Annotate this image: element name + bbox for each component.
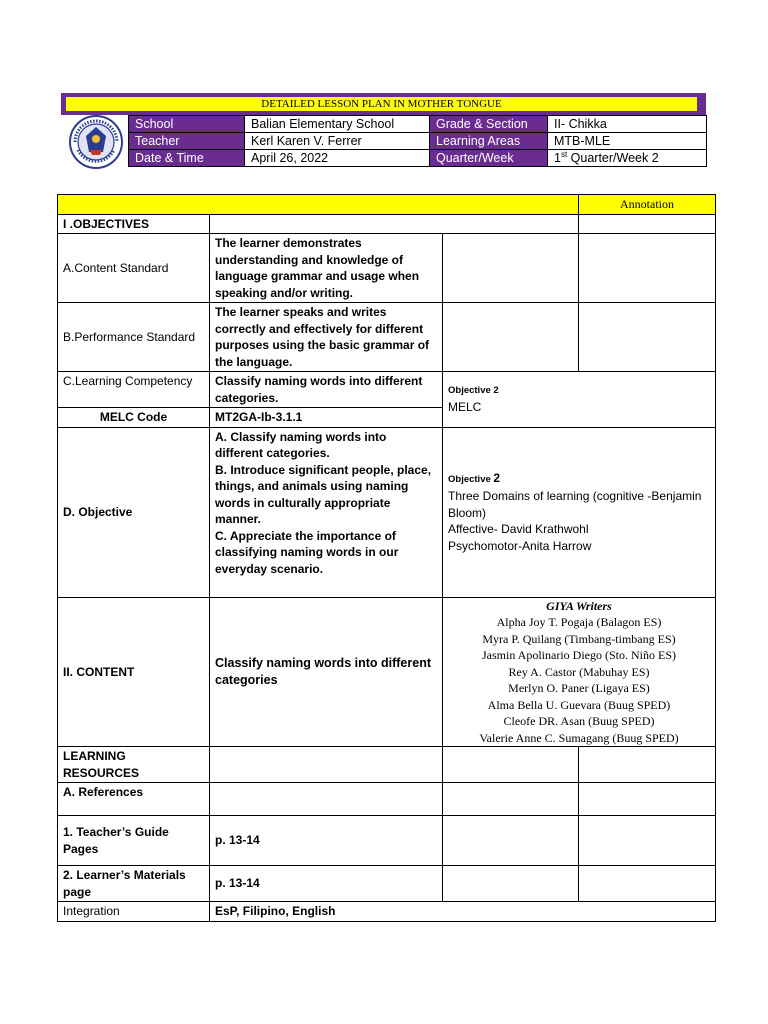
references-label: A. References (58, 783, 210, 816)
integration-label: Integration (58, 902, 210, 922)
grade-section-label: Grade & Section (430, 116, 548, 133)
d-annotation-objective (448, 470, 710, 489)
learners-materials-row (58, 866, 716, 902)
performance-standard-text: The learner speaks and writes correctly and effectively for different purposes using the basic grammar of the language. (210, 303, 443, 372)
learning-resources-row (58, 747, 716, 783)
school-label: School (129, 116, 245, 133)
deped-seal-icon (66, 114, 126, 170)
content-text: Classify naming words into different categories (210, 597, 443, 747)
melc-note: MELC (448, 400, 482, 415)
references-row (58, 783, 716, 816)
references-annotation (579, 783, 716, 816)
teachers-guide-empty (443, 816, 579, 866)
melc-code-label: MELC Code (58, 408, 210, 428)
quarter-week-label: Quarter/Week (430, 150, 548, 167)
content-standard-label: A.Content Standard (58, 234, 210, 303)
melc-annotation (443, 372, 716, 428)
content-label: II. CONTENT (58, 597, 210, 747)
info-row (129, 116, 707, 133)
content-standard-row (58, 234, 716, 303)
performance-standard-row (58, 303, 716, 372)
teachers-guide-annotation (579, 816, 716, 866)
d-annotation-objective-prefix: Objective (448, 473, 494, 485)
teacher-value: Kerl Karen V. Ferrer (245, 133, 430, 150)
performance-standard-label: B.Performance Standard (58, 303, 210, 372)
d-annotation-line: Three Domains of learning (cognitive -Benjamin Bloom) (448, 489, 702, 520)
references-empty (443, 783, 579, 816)
info-row (129, 133, 707, 150)
learning-areas-value: MTB-MLE (548, 133, 707, 150)
d-objective-annotation (443, 427, 716, 597)
teachers-guide-row (58, 816, 716, 866)
learning-areas-label: Learning Areas (430, 133, 548, 150)
objectives-annotation-cell (579, 214, 716, 234)
learners-materials-annotation (579, 866, 716, 902)
writer-name: Jasmin Apolinario Diego (Sto. Niño ES) (482, 648, 676, 662)
annotation-header: Annotation (579, 195, 716, 215)
lesson-plan-table (57, 194, 716, 922)
d-objective-list (210, 427, 443, 597)
d-objective-label: D. Objective (58, 427, 210, 597)
objective-item: A. Classify naming words into different categories. (215, 429, 387, 460)
learning-competency-label: C.Learning Competency (58, 372, 210, 408)
objective-item: B. Introduce significant people, place, things, and animals using naming words in culturally appropriate manner. (215, 462, 432, 526)
d-annotation-line: Affective- David Krathwohl (448, 522, 589, 537)
learners-materials-empty (443, 866, 579, 902)
quarter-ordinal: st (560, 149, 568, 159)
learning-competency-text: Classify naming words into different categories. (210, 372, 443, 408)
header-spacer-cell (58, 195, 579, 215)
objective-item: C. Appreciate the importance of classifying naming words in our everyday scenario. (215, 528, 399, 576)
lesson-plan-title-bar (61, 93, 706, 115)
writers-title: GIYA Writers (546, 598, 612, 613)
quarter-number: 1 (554, 151, 561, 165)
objectives-row (58, 214, 716, 234)
teachers-guide-label: 1. Teacher’s Guide Pages (58, 816, 210, 866)
learning-resources-label: LEARNING RESOURCES (58, 747, 210, 783)
info-row (129, 150, 707, 167)
teacher-label: Teacher (129, 133, 245, 150)
content-standard-empty (443, 234, 579, 303)
quarter-week-text: Quarter/Week 2 (567, 151, 659, 165)
annotation-header-row (58, 195, 716, 215)
writer-name: Alma Bella U. Guevara (Buug SPED) (487, 697, 671, 712)
content-row (58, 597, 716, 747)
learners-materials-label: 2. Learner’s Materials page (58, 866, 210, 902)
integration-row (58, 902, 716, 922)
writer-name: Merlyn O. Paner (Ligaya ES) (508, 681, 650, 695)
d-annotation-line: Psychomotor-Anita Harrow (448, 538, 592, 553)
learning-resources-annotation (579, 747, 716, 783)
writer-name: Myra P. Quilang (Timbang-timbang ES) (482, 631, 676, 646)
performance-standard-empty (443, 303, 579, 372)
school-value: Balian Elementary School (245, 116, 430, 133)
teachers-guide-pages: p. 13-14 (210, 816, 443, 866)
quarter-week-value (548, 150, 707, 167)
lesson-plan-title: DETAILED LESSON PLAN IN MOTHER TONGUE (66, 97, 697, 111)
grade-section-value: II- Chikka (548, 116, 707, 133)
writer-name: Alpha Joy T. Pogaja (Balagon ES) (496, 615, 662, 629)
learning-resources-empty (210, 747, 443, 783)
date-time-value: April 26, 2022 (245, 150, 430, 167)
d-objective-row (58, 427, 716, 597)
learning-resources-empty (443, 747, 579, 783)
melc-code-value: MT2GA-Ib-3.1.1 (210, 408, 443, 428)
lesson-info-table (128, 115, 707, 167)
date-time-label: Date & Time (129, 150, 245, 167)
d-annotation-objective-num: 2 (493, 470, 501, 485)
writer-name: Rey A. Castor (Mabuhay ES) (508, 664, 650, 679)
melc-objective: Objective 2 (448, 384, 499, 396)
learning-competency-row (58, 372, 716, 408)
writer-name: Cleofe DR. Asan (Buug SPED) (503, 714, 655, 728)
giya-writers (443, 597, 716, 747)
references-empty (210, 783, 443, 816)
integration-value: EsP, Filipino, English (210, 902, 716, 922)
objectives-content-cell (210, 214, 579, 234)
learners-materials-pages: p. 13-14 (210, 866, 443, 902)
content-standard-text: The learner demonstrates understanding and knowledge of language grammar and usage when speaking and/or writing. (210, 234, 443, 303)
writer-name: Valerie Anne C. Sumagang (Buug SPED) (479, 730, 679, 745)
content-standard-annotation (579, 234, 716, 303)
objectives-label: I .OBJECTIVES (58, 214, 210, 234)
performance-standard-annotation (579, 303, 716, 372)
